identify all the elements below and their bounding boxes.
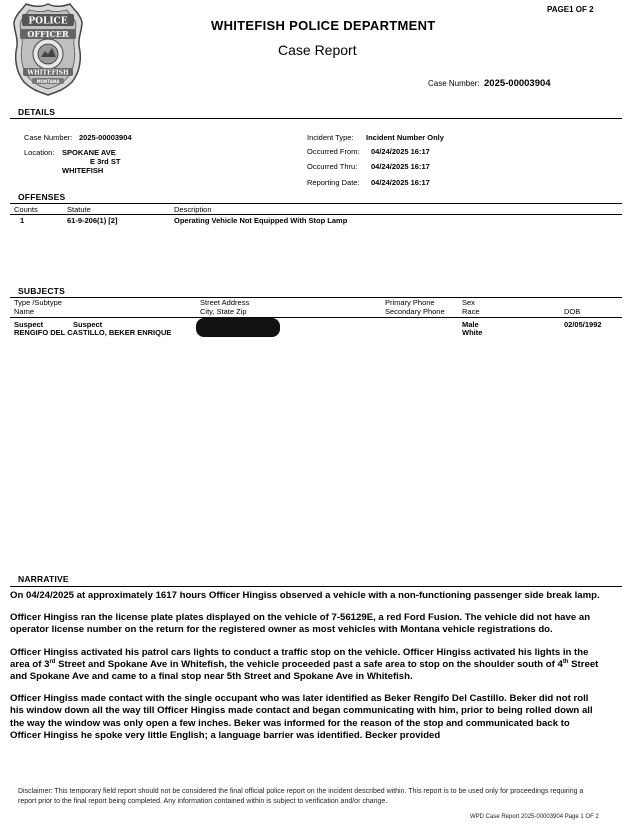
reporting-date-label: Reporting Date: [307, 178, 360, 187]
subjects-header-dob: DOB [564, 307, 581, 316]
occurred-thru-label: Occurred Thru: [307, 162, 358, 171]
subjects-divider [10, 297, 622, 298]
redacted-address [196, 318, 280, 337]
subjects-header-city: City, State Zip [200, 307, 247, 316]
report-title: Case Report [278, 42, 357, 58]
subjects-header-name: Name [14, 307, 35, 316]
subject-type: Suspect [14, 320, 44, 329]
offenses-divider [10, 203, 622, 204]
narrative-p3-part3: Street and Spokane Ave and came to a final stop near 5th Street and Spokane Ave in Whitefish. [10, 658, 599, 683]
offense-description: Operating Vehicle Not Equipped With Stop Lamp [174, 216, 348, 225]
subject-subtype: Suspect [73, 320, 103, 329]
subjects-header-sex: Sex [462, 298, 475, 307]
narrative-p3-part1: Officer Hingiss activated his patrol cars lights to conduct a traffic stop on the vehicle. Officer Hingiss activated his lights in the area of 3 [10, 646, 589, 670]
occurred-from-label: Occurred From: [307, 147, 360, 156]
badge-mid-text: OFFICER [27, 29, 69, 39]
police-badge-logo [12, 2, 84, 96]
offenses-header-counts: Counts [14, 205, 38, 214]
incident-type: Incident Number Only [366, 133, 444, 142]
subject-name: RENGIFO DEL CASTILLO, BEKER ENRIQUE [14, 328, 172, 337]
subject-dob: 02/05/1992 [564, 320, 602, 329]
offenses-header-statute: Statute [67, 205, 91, 214]
narrative-paragraph-4: Officer Hingiss made contact with the single occupant who was later identified as Beker Rengifo Del Castillo. Beker did not roll his window down all the way till Officer Hingiss made contact and began communicating with him, prior to being rolled down all the way the window was only open a few inches. Beker was informed for the reason of the stop and communicated back to Officer Hingiss he spoke very little English; a language barrier was identified. Becker provided [10, 693, 593, 741]
subjects-header-type: Type /Subtype [14, 298, 62, 307]
disclaimer: Disclaimer: This temporary field report should not be considered the final official police report on the incident described within. This report is to be used only for proceedings requiring a report prior to the final report being completed. Any information contained within is subject to verification and/or change. [18, 788, 584, 805]
subjects-header-divider [10, 317, 622, 318]
location-label: Location: [24, 148, 55, 157]
narrative-p3-part2: Street and Spokane Ave in Whitefish, the vehicle proceeded past a safe area to stop on the shoulder south of 4 [55, 658, 563, 670]
narrative-paragraph-1: On 04/24/2025 at approximately 1617 hours Officer Hingiss observed a vehicle with a non-functioning passenger side break lamp. [10, 590, 600, 601]
offense-statute: 61-9-206(1) [2] [67, 216, 118, 225]
narrative-divider [10, 586, 622, 587]
narrative-paragraph-3 [10, 647, 600, 684]
reporting-date: 04/24/2025 16:17 [371, 178, 430, 187]
subjects-section-title: SUBJECTS [18, 286, 65, 296]
narrative-section-title: NARRATIVE [18, 574, 69, 584]
narrative-body [10, 590, 600, 752]
badge-top-text: POLICE [28, 16, 68, 27]
occurred-from: 04/24/2025 16:17 [371, 147, 430, 156]
header-case-number: 2025-00003904 [484, 78, 551, 89]
details-divider [10, 118, 622, 119]
details-case-number-label: Case Number: [24, 133, 73, 142]
subject-race: White [462, 328, 483, 337]
page-footer: WPD Case Report 2025-00003904 Page 1 OF 2 [470, 814, 599, 820]
subjects-header-race: Race [462, 307, 480, 316]
subjects-header-street: Street Address [200, 298, 250, 307]
subject-sex: Male [462, 320, 479, 329]
badge-state-text: MONTANA [36, 79, 60, 84]
incident-type-label: Incident Type: [307, 133, 354, 142]
location-line1: SPOKANE AVE [62, 148, 116, 157]
header-case-number-label: Case Number: [428, 79, 480, 88]
offenses-section-title: OFFENSES [18, 192, 66, 202]
offenses-header-divider [10, 214, 622, 215]
details-section-title: DETAILS [18, 107, 56, 117]
narrative-p3-sup1: rd [49, 658, 56, 665]
location-line2: E 3rd ST [90, 157, 121, 166]
badge-city-text: WHITEFISH [27, 69, 69, 77]
details-case-number: 2025-00003904 [79, 133, 132, 142]
subjects-header-primary-phone: Primary Phone [385, 298, 435, 307]
narrative-p3-sup2: th [562, 658, 569, 665]
location-line3: WHITEFISH [62, 166, 104, 175]
department-title: WHITEFISH POLICE DEPARTMENT [211, 18, 436, 33]
narrative-paragraph-2: Officer Hingiss ran the license plate plates displayed on the vehicle of 7-56129E, a red Ford Fusion. The vehicle did not have an operator license number on the return for the registered owner as most vehicles with Montana vehicle registrations do. [10, 612, 591, 636]
page-indicator: PAGE1 OF 2 [547, 5, 594, 14]
subjects-header-secondary-phone: Secondary Phone [385, 307, 445, 316]
offense-counts: 1 [20, 216, 25, 225]
offenses-header-description: Description [174, 205, 212, 214]
occurred-thru: 04/24/2025 16:17 [371, 162, 430, 171]
